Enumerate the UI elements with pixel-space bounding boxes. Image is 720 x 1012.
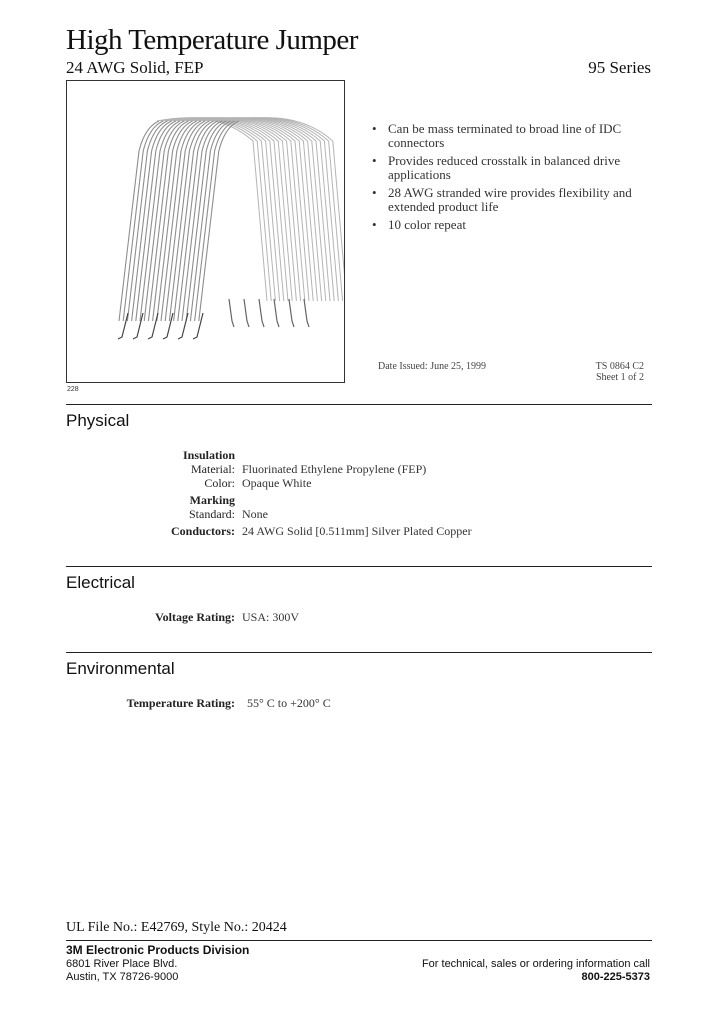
footer-divider xyxy=(66,940,652,941)
section-divider xyxy=(66,404,652,405)
standard-label: Standard: xyxy=(189,507,235,521)
conductors-label: Conductors: xyxy=(170,524,235,538)
temperature-rating-value: 55° C to +200° C xyxy=(247,696,331,710)
wire-end xyxy=(289,299,294,327)
marking-label: Marking xyxy=(189,493,235,507)
feature-text: Can be mass terminated to broad line of IDC connectors xyxy=(388,121,622,150)
bullet-icon: • xyxy=(372,121,377,136)
conductors-value: 24 AWG Solid [0.511mm] Silver Plated Copper xyxy=(242,524,472,538)
cable-strand xyxy=(199,121,239,321)
environmental-heading: Environmental xyxy=(66,659,175,678)
standard-value: None xyxy=(242,507,268,521)
section-divider xyxy=(66,566,652,567)
phone-number: 800-225-5373 xyxy=(581,971,650,983)
feature-list xyxy=(372,122,662,236)
product-photo xyxy=(66,80,345,383)
wire-end xyxy=(274,299,279,327)
electrical-heading: Electrical xyxy=(66,573,135,592)
feature-text: 10 color repeat xyxy=(388,217,466,232)
bullet-icon: • xyxy=(372,185,377,200)
color-value: Opaque White xyxy=(242,476,312,490)
feature-text: Provides reduced crosstalk in balanced drive applications xyxy=(388,153,621,182)
series-label: 95 Series xyxy=(588,58,651,77)
voltage-rating-value: USA: 300V xyxy=(242,610,300,624)
division-name: 3M Electronic Products Division xyxy=(66,943,250,957)
feature-item xyxy=(372,122,662,150)
contact-text: For technical, sales or ordering information call xyxy=(421,958,650,970)
date-issued: Date Issued: June 25, 1999 xyxy=(378,361,487,372)
feature-item xyxy=(372,218,662,232)
section-divider xyxy=(66,652,652,653)
material-value: Fluorinated Ethylene Propylene (FEP) xyxy=(242,462,427,476)
sheet-number: Sheet 1 of 2 xyxy=(595,372,644,383)
ribbon-cable-illustration xyxy=(67,81,345,383)
insulation-label: Insulation xyxy=(182,448,235,462)
feature-item xyxy=(372,186,662,214)
bullet-icon: • xyxy=(372,153,377,168)
photo-code: 228 xyxy=(67,386,79,393)
wire-end xyxy=(259,299,264,327)
wire-end xyxy=(163,313,173,339)
bullet-icon: • xyxy=(372,217,377,232)
feature-text: 28 AWG stranded wire provides flexibility and extended product life xyxy=(388,185,632,214)
physical-heading: Physical xyxy=(66,411,130,430)
product-subtitle: 24 AWG Solid, FEP xyxy=(66,58,204,77)
wire-end xyxy=(304,299,309,327)
address-line-1: 6801 River Place Blvd. xyxy=(66,958,178,970)
material-label: Material: xyxy=(191,462,235,476)
address-line-2: Austin, TX 78726-9000 xyxy=(66,971,179,983)
cable-strand xyxy=(195,121,235,321)
wire-end xyxy=(229,299,234,327)
page-title: High Temperature Jumper xyxy=(66,24,358,56)
temperature-rating-label: Temperature Rating: xyxy=(126,696,235,710)
ts-number: TS 0864 C2 xyxy=(595,361,644,372)
ul-file-line: UL File No.: E42769, Style No.: 20424 xyxy=(66,920,287,935)
feature-item xyxy=(372,154,662,182)
wire-end xyxy=(133,313,143,339)
voltage-rating-label: Voltage Rating: xyxy=(155,610,235,624)
color-label: Color: xyxy=(204,476,235,490)
wire-end xyxy=(244,299,249,327)
wire-end xyxy=(193,313,203,339)
